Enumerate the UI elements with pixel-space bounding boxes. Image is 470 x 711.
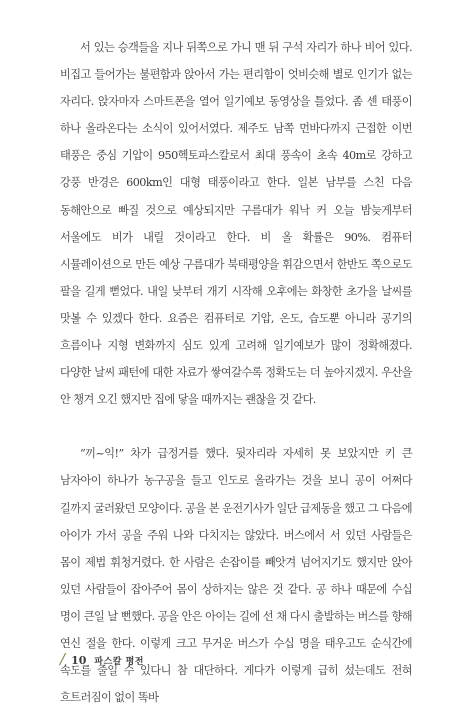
page-number: 10	[71, 654, 87, 667]
body-text	[60, 34, 412, 711]
page-footer	[60, 650, 144, 668]
folio-slash: /	[60, 650, 66, 668]
paragraph-1: 서 있는 승객들을 지나 뒤쪽으로 가니 맨 뒤 구석 자리가 하나 비어 있다. 비집고 들어가는 불편함과 앉아서 가는 편리함이 엇비슷해 별로 인기가 없는 자리다. 앉자마자 스마트폰을 열어 일기예보 동영상을 틀었다. 좀 센 태풍이 하나 올라온다는 소식이 있어서였다. 제주도 남쪽 먼바다까지 근접한 이번 태풍은 중심 기압이 950헥토파스칼로서 최대 풍속이 초속 40m로 강하고 강풍 반경은 600km인 대형 태풍이라고 한다. 일본 남부를 스친 다음 동해안으로 빠질 것으로 예상되지만 구름대가 워낙 커 오늘 밤늦게부터 서울에도 비가 내릴 것이라고 한다. 비 올 확률은 90%. 컴퓨터 시뮬레이션으로 만든 예상 구름대가 북태평양을 휘감으면서 한반도 쪽으로도 팔을 길게 뻗었다. 내일 낮부터 개기 시작해 오후에는 화창한 초가을 날씨를 맛볼 수 있겠다 한다. 요즘은 컴퓨터로 기압, 온도, 습도뿐 아니라 공기의 흐름이나 지형 변화까지 심도 있게 고려해 일기예보가 많이 정확해졌다. 다양한 날씨 패턴에 대한 자료가 쌓여갈수록 정확도는 더 높아지겠지. 우산을 안 챙겨 오긴 했지만 집에 닿을 때까지는 괜찮을 것 같다.	[60, 41, 412, 407]
running-title: 파스칼 평전	[94, 657, 144, 667]
paragraph-2: “끼~익!” 차가 급정거를 했다. 뒷자리라 자세히 못 보았지만 키 큰 남자아이 하나가 농구공을 들고 인도로 올라가는 것을 보니 공이 어쩌다 길까지 굴러왔던 모양이다. 공을 본 운전기사가 일단 급제동을 했고 그 다음에 아이가 가서 공을 주워 나와 다치지는 않았다. 버스에서 서 있던 사람들은 몸이 제법 휘청거렸다. 한 사람은 손잡이를 빼앗겨 넘어지기도 했지만 앉아 있던 사람들이 잡아주어 몸이 상하지는 않은 것 같다. 공 하나 때문에 수십 명이 큰일 날 뻔했다. 공을 안은 아이는 길에 선 채 다시 출발하는 버스를 향해 연신 절을 한다. 이렇게 크고 무거운 버스가 수십 명을 태우고도 순식간에 속도를 줄일 수 있다니 참 대단하다. 게다가 이렇게 급히 섰는데도 전혀 흐트러짐이 없이 똑바	[60, 447, 412, 705]
